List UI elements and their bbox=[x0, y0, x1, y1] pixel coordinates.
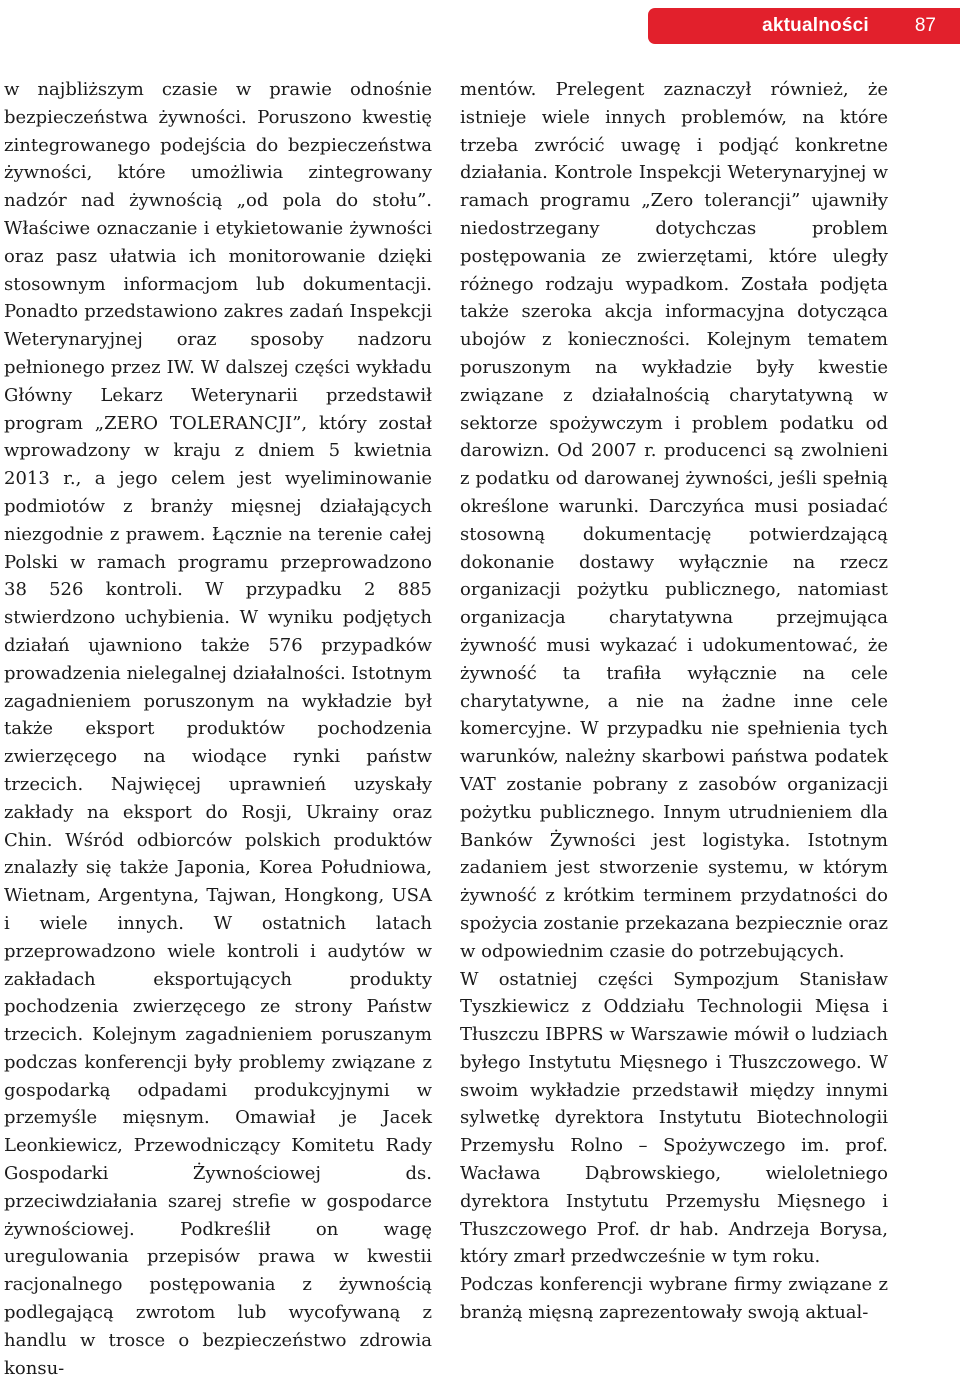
page-number: 87 bbox=[914, 15, 936, 36]
paragraph: mentów. Prelegent zaznaczył również, że istnieje wiele innych problemów, na które trzeba zwrócić uwagę i podjąć konkretne działania. Kontrole Inspekcji Weterynaryjnej w ramach programu „Zero tolerancji” ujawniły niedostrzegany dotychczas problem postępowania ze zwierzętami, które uległy różnego rodzaju wypadkom. Została podjęta także szeroka akcja informacyjna dotycząca ubojów z konieczności. Kolejnym tematem poruszonym na wykładzie były kwestie związane z działalnością charytatywną w sektorze spożywczym i problem podatku od darowizn. Od 2007 r. producenci są zwolnieni z podatku od darowanej żywności, jeśli spełnią określone warunki. Darczyńca musi posiadać stosowną dokumentację potwierdzającą dokonanie dostawy wyłącznie na rzecz organizacji pożytku publicznego, natomiast organizacja charytatywna przejmująca żywność musi wykazać i udokumentować, że żywność ta trafiła wyłącznie na cele charytatywne, a nie na żadne inne cele komercyjne. W przypadku nie spełnienia tych warunków, należny skarbowi państwa podatek VAT zostanie pobrany z zasobów organizacji pożytku publicznego. Innym utrudnieniem dla Banków Żywności jest logistyka. Istotnym zadaniem jest stworzenie systemu, w którym żywność z krótkim terminem przydatności do spożycia zostanie przekazana bezpiecznie oraz w odpowiednim czasie do potrzebujących. bbox=[460, 79, 888, 962]
section-header-bar bbox=[648, 8, 960, 44]
paragraph: W ostatniej części Sympozjum Stanisław Tyszkiewicz z Oddziału Technologii Mięsa i Tłuszczu IBPRS w Warszawie mówił o ludziach byłego Instytutu Mięsnego i Tłuszczowego. W swoim wykładzie przedstawił między innymi sylwetkę dyrektora Instytutu Biotechnologii Przemysłu Rolno – Spożywczego im. prof. Wacława Dąbrowskiego, wieloletniego dyrektora Instytutu Przemysłu Mięsnego i Tłuszczowego Prof. dr hab. Andrzeja Borysa, który zmarł przedwcześnie w tym roku. bbox=[460, 968, 888, 1268]
paragraph: Podczas konferencji wybrane firmy związane z branżą mięsną zaprezentowały swoją aktual- bbox=[460, 1274, 888, 1324]
left-text-column bbox=[4, 76, 432, 1382]
paragraph: w najbliższym czasie w prawie odnośnie bezpieczeństwa żywności. Poruszono kwestię zintegrowanego podejścia do bezpieczeństwa żywności, które umożliwia zintegrowany nadzór nad żywnością „od pola do stołu”. Właściwe oznaczanie i etykietowanie żywności oraz pasz ułatwia ich monitorowanie dzięki stosownym informacjom lub dokumentacji. Ponadto przedstawiono zakres zadań Inspekcji Weterynaryjnej oraz sposoby nadzoru pełnionego przez IW. W dalszej części wykładu Główny Lekarz Weterynarii przedstawił program „ZERO TOLERANCJI”, który został wprowadzony w kraju z dniem 5 kwietnia 2013 r., a jego celem jest wyeliminowanie podmiotów z branży mięsnej działających niezgodnie z prawem. Łącznie na terenie całej Polski w ramach programu przeprowadzono 38 526 kontroli. W przypadku 2 885 stwierdzono uchybienia. W wyniku podjętych działań ujawniono także 576 przypadków prowadzenia nielegalnej działalności. Istotnym zagadnieniem poruszonym na wykładzie był także eksport produktów pochodzenia zwierzęcego na wiodące rynki państw trzecich. Najwięcej uprawnień uzyskały zakłady na eksport do Rosji, Ukrainy oraz Chin. Wśród odbiorców polskich produktów znalazły się także Japonia, Korea Południowa, Wietnam, Argentyna, Tajwan, Hongkong, USA i wiele innych. W ostatnich latach przeprowadzono wiele kontroli i audytów w zakładach eksportujących produkty pochodzenia zwierzęcego ze strony Państw trzecich. Kolejnym zagadnieniem poruszanym podczas konferencji były problemy związane z gospodarką odpadami produkcyjnymi w przemyśle mięsnym. Omawiał je Jacek Leonkiewicz, Przewodniczący Komitetu Rady Gospodarki Żywnościowej ds. przeciwdziałania szarej strefie w gospodarce żywnościowej. Podkreślił on wagę uregulowania przepisów prawa w kwestii racjonalnego postępowania z żywnością podlegającą zwrotom lub wycofywaną z handlu w trosce o bezpieczeństwo zdrowia konsu- bbox=[4, 79, 432, 1379]
section-title: aktualności bbox=[762, 15, 869, 36]
right-text-column bbox=[460, 76, 888, 1327]
